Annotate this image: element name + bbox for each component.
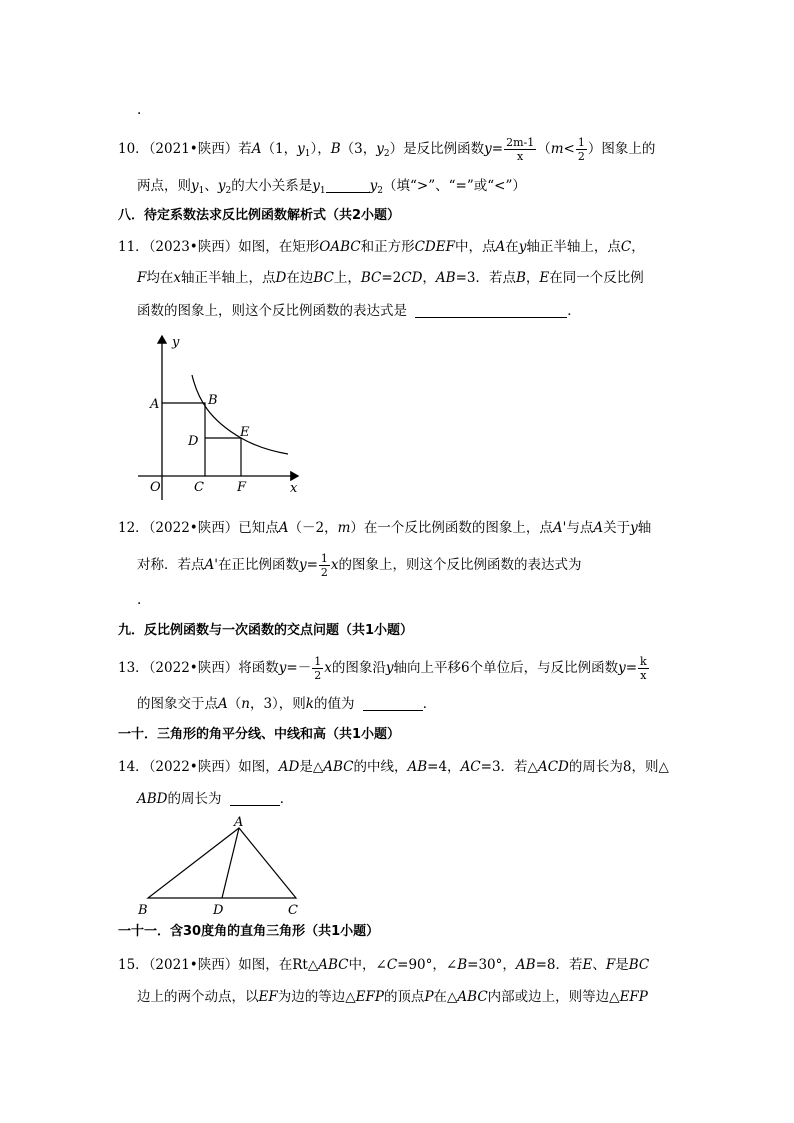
q12-line1 (118, 518, 651, 538)
q11-var: D (275, 270, 287, 286)
q15-source: （2021•陕西） (148, 957, 239, 973)
q10-line2 (137, 176, 526, 201)
q11-text: 中，点 (454, 239, 496, 255)
q15-var: AB (515, 957, 536, 973)
q15-var: C (386, 957, 398, 973)
q11-var: F (137, 270, 147, 286)
q14-var: AD (278, 759, 300, 775)
q10-number: 10． (118, 141, 149, 157)
q15-text: =8．若 (535, 957, 583, 973)
q13-var: k (305, 696, 314, 712)
q11-text: 如图，在矩形 (238, 239, 320, 255)
q11-figure (130, 330, 310, 505)
q14-line1 (118, 757, 669, 777)
q13-line1 (118, 655, 650, 682)
q10-fraction (504, 136, 536, 163)
q13-source: （2022•陕西） (148, 660, 239, 676)
q11-text: 轴正半轴上，点 (181, 270, 276, 286)
q14-source: （2022•陕西） (148, 759, 239, 775)
q11-var: AB (435, 270, 456, 286)
q13-frac-num: 1 (314, 655, 322, 668)
q10-answer-blank[interactable] (326, 178, 370, 193)
q11-text: 和正方形 (360, 239, 415, 255)
q12-var: y (298, 557, 307, 573)
q12-frac-den: 2 (320, 566, 328, 579)
label-f: F (237, 480, 247, 495)
q15-text: =90°，∠ (397, 957, 458, 973)
q10-sub: 2 (225, 186, 232, 196)
q10-var-y: y (484, 141, 492, 157)
q10-var-m: m (550, 141, 564, 157)
q10-text: （ (537, 141, 551, 157)
q15-var: P (424, 989, 434, 1005)
label-y: y (172, 335, 180, 350)
q12-text: 已知点 (238, 520, 279, 536)
q10-eq: = (491, 141, 504, 157)
q13-var: A (218, 696, 228, 712)
q13-text: （ (227, 696, 242, 712)
q13-fraction (312, 655, 323, 682)
q13-answer-blank[interactable] (363, 696, 423, 711)
label-c: C (194, 480, 204, 495)
q11-text: 在 (505, 239, 519, 255)
q14-text: ． (279, 791, 294, 807)
q14-text: 是△ (299, 759, 324, 775)
q15-var: BC (628, 957, 650, 973)
q14-number: 14． (118, 759, 149, 775)
q10-line1 (118, 136, 655, 164)
label-b: B (138, 903, 148, 918)
q10-var-y: y (369, 178, 378, 194)
q12-text: 在正比例函数 (217, 557, 299, 573)
q14-text: 的周长为 (167, 791, 222, 807)
q11-text: ， (422, 270, 436, 286)
q14-line2 (137, 789, 293, 809)
q10-text: 若 (238, 141, 252, 157)
label-d: D (188, 434, 199, 449)
square-cdef (205, 438, 241, 476)
q11-line1 (118, 237, 645, 257)
q14-answer-blank[interactable] (230, 791, 280, 806)
q14-var: ABD (137, 791, 168, 807)
q14-var: ACD (537, 759, 569, 775)
q13-var: n (241, 696, 250, 712)
q13-k-fraction (638, 655, 649, 682)
q11-var: C (620, 239, 632, 255)
q12-number: 12． (118, 520, 149, 536)
q11-var: CD (401, 270, 423, 286)
q10-text: ）是反比例函数 (389, 141, 485, 157)
q15-line1 (118, 955, 649, 975)
q10-sub: 1 (304, 149, 311, 159)
q11-text: ． (567, 303, 581, 319)
q15-var: EFP (619, 989, 648, 1005)
q10-sub: 2 (383, 149, 390, 159)
label-a: A (234, 815, 244, 830)
q13-text: 的值为 (313, 696, 355, 712)
q13-text: 轴向上平移6个单位后，与反比例函数 (393, 660, 619, 676)
q12-text: （－2， (288, 520, 338, 536)
q10-text: 的大小关系是 (231, 178, 313, 194)
q11-var: x (173, 270, 181, 286)
q11-var: OABC (319, 239, 361, 255)
q15-var: ABC (457, 989, 488, 1005)
q10-lt: < (563, 141, 575, 157)
q14-text: =4， (427, 759, 461, 775)
q14-text: 如图， (238, 759, 279, 775)
q12-var: A (593, 520, 604, 536)
q15-var: EFP (355, 989, 384, 1005)
q15-text: 如图，在Rt△ (238, 957, 319, 973)
q10-sub: 1 (198, 186, 205, 196)
q10-text: （填“>”、“=”或“<”） (383, 178, 526, 194)
q15-var: F (605, 957, 616, 973)
q15-text: 的顶点 (383, 989, 425, 1005)
q10-text: 两点，则 (137, 178, 191, 194)
q11-number: 11． (118, 239, 149, 255)
triangle-abc (148, 828, 296, 898)
q14-var: ABC (323, 759, 354, 775)
q11-var: B (516, 270, 526, 286)
q15-line2 (137, 987, 648, 1007)
q11-text: =2 (381, 270, 402, 286)
q11-var: E (539, 270, 550, 286)
q13-line2 (137, 694, 436, 714)
q11-answer-blank[interactable] (415, 303, 567, 318)
q11-text: =3．若点 (455, 270, 516, 286)
q13-k-den: x (640, 669, 647, 682)
q12-text: 对称．若点 (137, 557, 205, 573)
q11-var: A (495, 239, 506, 255)
q15-var: ABC (318, 957, 349, 973)
q14-text: 的中线， (353, 759, 408, 775)
q12-end: . (137, 592, 142, 608)
q12-var: x (330, 557, 339, 573)
q15-text: 、 (592, 957, 606, 973)
q10-sub: 2 (377, 186, 383, 196)
label-b: B (208, 393, 218, 408)
q10-frac-den: x (517, 150, 524, 163)
q12-text: 的图象上，则这个反比例函数的表达式为 (338, 557, 582, 573)
q15-text: 是 (615, 957, 629, 973)
label-a: A (150, 397, 160, 412)
q10-var-y: y (312, 178, 320, 194)
q12-line2 (137, 552, 582, 579)
section-11-heading: 一十一．含30度角的直角三角形（共1小题） (118, 924, 380, 939)
q12-text: ）在一个反比例函数的图象上，点 (350, 520, 553, 536)
q11-var: BC (360, 270, 382, 286)
q10-sub: 1 (319, 186, 326, 196)
q10-half-den: 2 (577, 150, 585, 163)
q13-k-num: k (640, 655, 647, 668)
q14-figure (134, 814, 314, 920)
q11-text: ， (631, 239, 645, 255)
q15-text: 在△ (433, 989, 458, 1005)
section-9-heading: 九．反比例函数与一次函数的交点问题（共1小题） (118, 623, 414, 638)
q13-var: y (278, 660, 287, 676)
q15-var: B (457, 957, 468, 973)
label-e: E (240, 425, 250, 440)
q11-text: 在边 (286, 270, 314, 286)
q14-text: 的周长为8，则△ (568, 759, 669, 775)
q13-text: 的图象交于点 (137, 696, 218, 712)
q11-line2 (137, 268, 644, 288)
q12-var: y (630, 520, 638, 536)
q11-var: CDEF (414, 239, 455, 255)
q12-source: （2022•陕西） (148, 520, 239, 536)
q15-text: 边上的两个动点，以 (137, 989, 259, 1005)
q12-text: 关于 (603, 520, 631, 536)
q13-var: y (385, 660, 394, 676)
q13-text: ，3），则 (249, 696, 306, 712)
q12-var: m (337, 520, 351, 536)
q15-number: 15． (118, 957, 149, 973)
q13-var: y (618, 660, 626, 676)
top-period: . (137, 102, 142, 118)
q10-point-b: B (330, 141, 341, 157)
q12-text: 与点 (566, 520, 594, 536)
q14-var: AC (460, 759, 481, 775)
q15-text: 内部或边上，则等边△ (487, 989, 620, 1005)
q10-half-num: 1 (577, 136, 585, 149)
label-o: O (150, 480, 161, 495)
q10-var-y: y (376, 141, 384, 157)
q10-text: （3， (340, 141, 377, 157)
q12-var: A' (552, 520, 567, 536)
q11-source: （2023•陕西） (148, 239, 239, 255)
q10-text: ）， (310, 141, 331, 157)
q15-var: EF (258, 989, 278, 1005)
q10-half (576, 136, 587, 163)
q13-number: 13． (118, 660, 149, 676)
q10-var-y: y (191, 178, 199, 194)
q11-text: 均在 (146, 270, 174, 286)
q11-text: ， (525, 270, 540, 286)
q14-text: =3．若△ (480, 759, 538, 775)
label-d: D (213, 903, 224, 918)
q10-var-y: y (217, 178, 226, 194)
q11-var: y (518, 239, 527, 255)
q14-var: AB (407, 759, 428, 775)
q13-text: 的图象沿 (331, 660, 386, 676)
q15-text: =30°， (467, 957, 516, 973)
q12-var: A' (204, 557, 218, 573)
q13-eq: = (625, 660, 638, 676)
q12-text: 轴 (637, 520, 652, 536)
q10-text: （1， (261, 141, 298, 157)
q11-var: BC (313, 270, 334, 286)
q13-var: x (324, 660, 332, 676)
q12-var: A (278, 520, 289, 536)
q10-frac-num: 2m-1 (506, 136, 535, 149)
q13-text: 将函数 (238, 660, 279, 676)
label-x: x (290, 481, 298, 496)
q11-text: 在同一个反比例 (549, 270, 644, 286)
q13-eq: =－ (286, 660, 312, 676)
q15-var: E (582, 957, 593, 973)
q15-text: 为边的等边△ (277, 989, 356, 1005)
q10-text: ）图象上的 (587, 141, 656, 157)
label-c: C (288, 903, 298, 918)
q11-text: 上， (333, 270, 361, 286)
rectangle-oabc (162, 403, 205, 476)
q10-text: 、 (204, 178, 218, 194)
q12-fraction (319, 552, 330, 579)
q13-text: ． (422, 696, 437, 712)
q15-text: 中，∠ (348, 957, 387, 973)
q11-line3 (137, 301, 581, 321)
hyperbola-curve (192, 375, 288, 454)
q12-frac-num: 1 (320, 552, 328, 565)
q12-eq: = (306, 557, 318, 573)
q13-frac-den: 2 (314, 669, 322, 682)
section-8-heading: 八．待定系数法求反比例函数解析式（共2小题） (118, 208, 401, 223)
q11-text: 函数的图象上，则这个反比例函数的表达式是 (137, 303, 407, 319)
q10-point-a: A (251, 141, 262, 157)
q10-var-y: y (297, 141, 305, 157)
q11-text: 轴正半轴上，点 (526, 239, 621, 255)
q10-source: （2021•陕西） (148, 141, 239, 157)
section-10-heading: 一十．三角形的角平分线、中线和高（共1小题） (118, 727, 401, 742)
